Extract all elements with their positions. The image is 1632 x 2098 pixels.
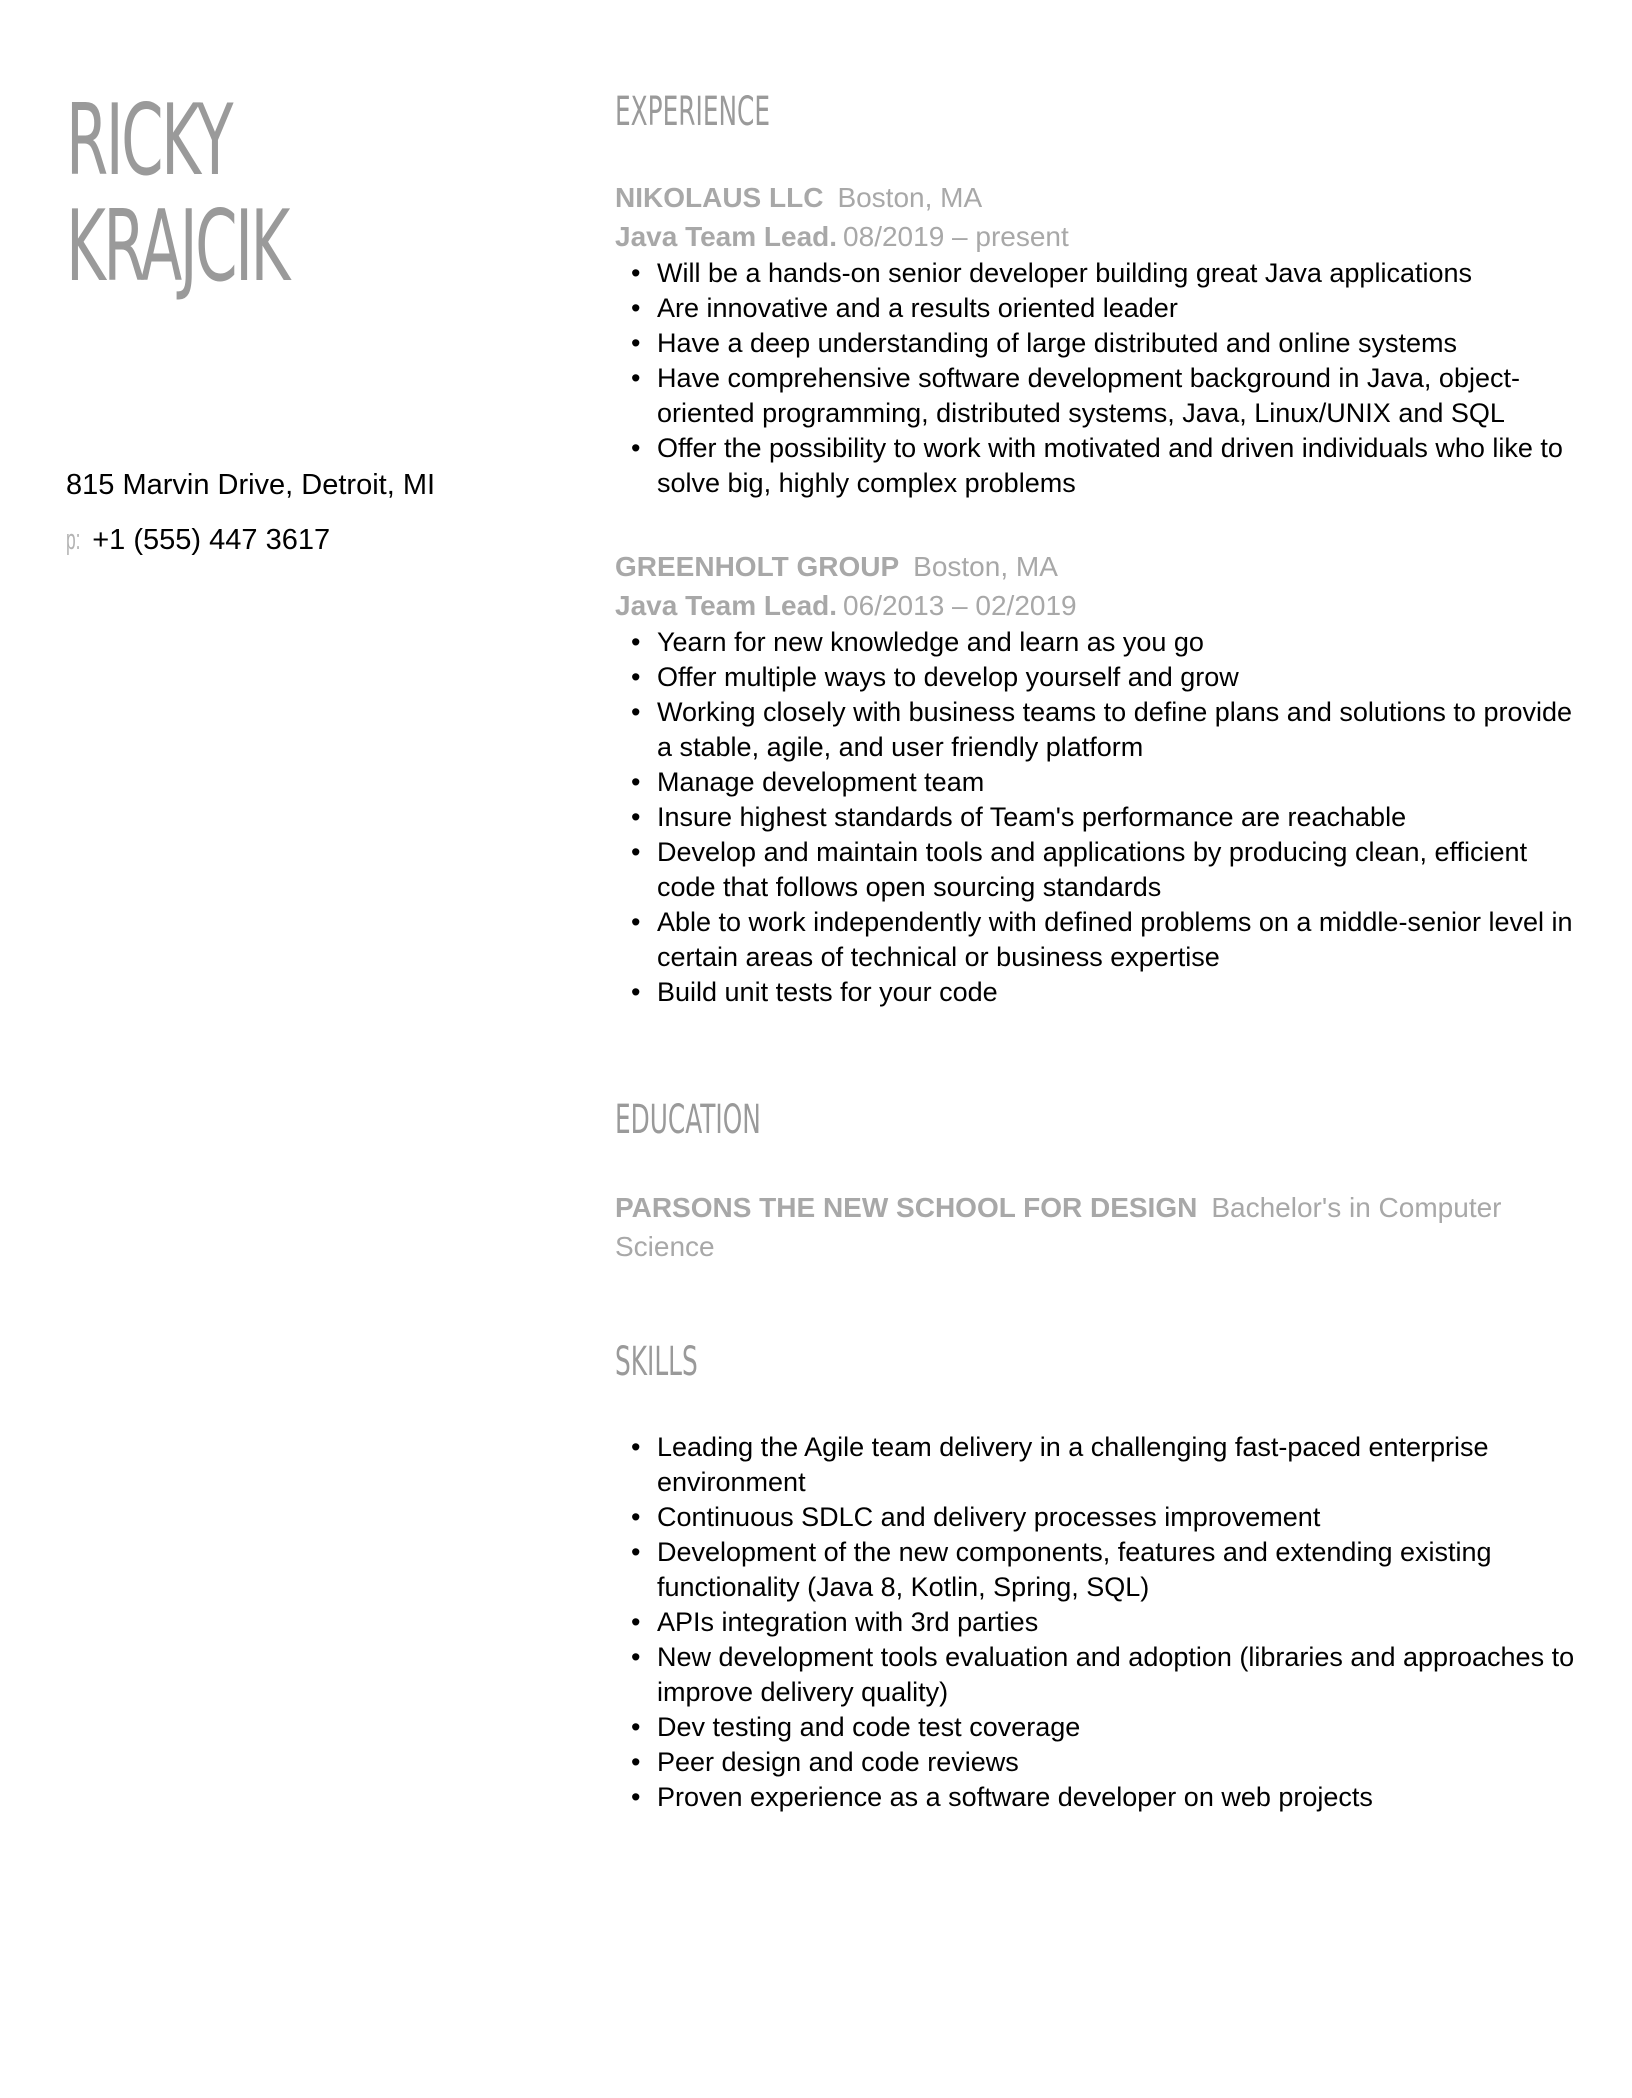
job-role: Java Team Lead. bbox=[615, 590, 838, 621]
education-section bbox=[615, 1096, 1575, 1266]
last-name: KRAJCIK bbox=[66, 190, 288, 304]
job-role-line bbox=[615, 217, 1575, 256]
job-dates: 08/2019 – present bbox=[843, 221, 1069, 252]
list-item: • Offer the possibility to work with motivated and driven individuals who like to solve big, highly complex problems bbox=[657, 431, 1575, 501]
skills-heading: SKILLS bbox=[615, 1339, 698, 1385]
list-item: • Working closely with business teams to define plans and solutions to provide a stable, agile, and user friendly platform bbox=[657, 695, 1575, 765]
phone-label: p: bbox=[66, 524, 81, 556]
address: 815 Marvin Drive, Detroit, MI bbox=[66, 469, 436, 501]
list-item: • Are innovative and a results oriented leader bbox=[657, 291, 1575, 326]
list-item: • Peer design and code reviews bbox=[657, 1745, 1575, 1780]
job-duties bbox=[615, 625, 1575, 1010]
skills-section bbox=[615, 1338, 1575, 1815]
phone-line bbox=[66, 521, 586, 559]
job-company-line bbox=[615, 178, 1575, 217]
job-location: Boston, MA bbox=[913, 551, 1058, 582]
list-item: • Have comprehensive software development background in Java, object-oriented programming, distributed systems, Java, Linux/UNIX and SQL bbox=[657, 361, 1575, 431]
list-item: • Leading the Agile team delivery in a challenging fast-paced enterprise environment bbox=[657, 1430, 1575, 1500]
list-item: • Proven experience as a software developer on web projects bbox=[657, 1780, 1575, 1815]
job-duties bbox=[615, 256, 1575, 501]
list-item: • New development tools evaluation and adoption (libraries and approaches to improve delivery quality) bbox=[657, 1640, 1575, 1710]
job-location: Boston, MA bbox=[837, 182, 983, 213]
list-item: • Build unit tests for your code bbox=[657, 975, 1575, 1010]
list-item: • Develop and maintain tools and applications by producing clean, efficient code that follows open sourcing standards bbox=[657, 835, 1575, 905]
list-item: • Offer multiple ways to develop yourself and grow bbox=[657, 660, 1575, 695]
school-name: PARSONS THE NEW SCHOOL FOR DESIGN bbox=[615, 1192, 1198, 1223]
company-name: NIKOLAUS LLC bbox=[615, 182, 824, 213]
list-item: • Have a deep understanding of large distributed and online systems bbox=[657, 326, 1575, 361]
education-heading: EDUCATION bbox=[615, 1097, 761, 1143]
list-item: • Insure highest standards of Team's performance are reachable bbox=[657, 800, 1575, 835]
sidebar bbox=[66, 84, 566, 556]
list-item: • APIs integration with 3rd parties bbox=[657, 1605, 1575, 1640]
main-content bbox=[615, 88, 1575, 1815]
list-item: • Dev testing and code test coverage bbox=[657, 1710, 1575, 1745]
list-item: • Manage development team bbox=[657, 765, 1575, 800]
experience-section bbox=[615, 88, 1575, 1010]
candidate-name bbox=[66, 84, 376, 304]
list-item: • Will be a hands-on senior developer building great Java applications bbox=[657, 256, 1575, 291]
skills-list bbox=[615, 1430, 1575, 1815]
experience-heading: EXPERIENCE bbox=[615, 89, 771, 135]
job-role-line bbox=[615, 586, 1575, 625]
list-item: • Development of the new components, features and extending existing functionality (Java 8, Kotlin, Spring, SQL) bbox=[657, 1535, 1575, 1605]
contact-info bbox=[66, 466, 586, 576]
job-dates: 06/2013 – 02/2019 bbox=[843, 590, 1077, 621]
job-entry bbox=[615, 547, 1575, 1010]
phone-number: +1 (555) 447 3617 bbox=[92, 524, 331, 556]
list-item: • Yearn for new knowledge and learn as you go bbox=[657, 625, 1575, 660]
job-entry bbox=[615, 178, 1575, 501]
list-item: • Continuous SDLC and delivery processes improvement bbox=[657, 1500, 1575, 1535]
degree: Bachelor's in Computer Science bbox=[615, 1192, 1502, 1262]
first-name: RICKY bbox=[66, 84, 231, 198]
job-company-line bbox=[615, 547, 1575, 586]
company-name: GREENHOLT GROUP bbox=[615, 551, 900, 582]
education-entry bbox=[615, 1188, 1575, 1266]
job-role: Java Team Lead. bbox=[615, 221, 838, 252]
list-item: • Able to work independently with defined problems on a middle-senior level in certain areas of technical or business expertise bbox=[657, 905, 1575, 975]
